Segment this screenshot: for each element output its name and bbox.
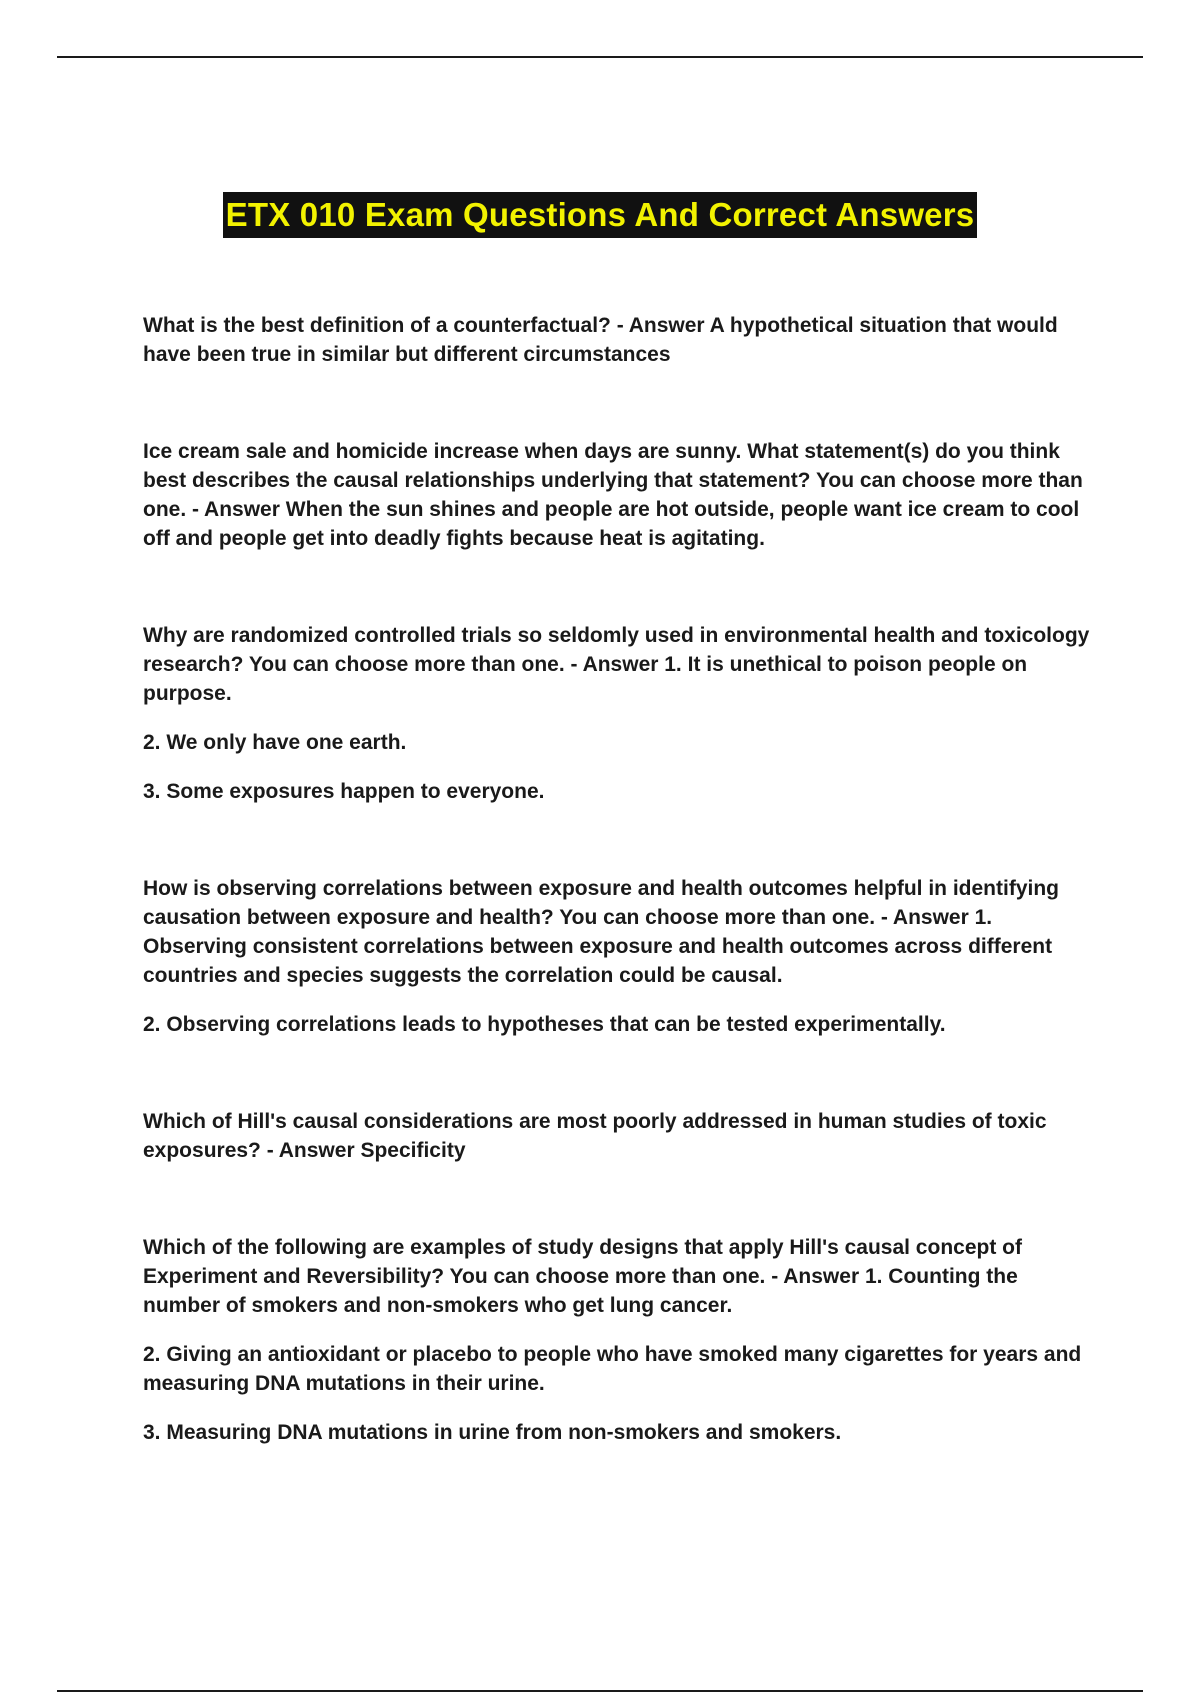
- qa-paragraph: Which of the following are examples of study designs that apply Hill's causal concept of Experiment and Reversibility? You can choose more than one. - Answer 1. Counting the number of smokers and non-smokers who get lung cancer.: [143, 1236, 1022, 1317]
- qa-paragraph: 2. Giving an antioxidant or placebo to people who have smoked many cigarettes for years and measuring DNA mutations in their urine.: [143, 1343, 1082, 1395]
- qa-paragraph: 3. Measuring DNA mutations in urine from non-smokers and smokers.: [143, 1421, 842, 1444]
- qa-paragraph: Which of Hill's causal considerations are most poorly addressed in human studies of toxic exposures? - Answer Specificity: [143, 1110, 1047, 1162]
- qa-paragraph: 3. Some exposures happen to everyone.: [143, 780, 545, 803]
- qa-paragraph: 2. We only have one earth.: [143, 731, 407, 754]
- qa-list: [143, 311, 1093, 1447]
- qa-paragraph: Ice cream sale and homicide increase when days are sunny. What statement(s) do you think best describes the causal relationships underlying that statement? You can choose more than one. - Answer When the sun shines and people are hot outside, people want ice cream to cool off and people get into deadly fights because heat is agitating.: [143, 440, 1083, 550]
- top-rule: [57, 56, 1143, 58]
- bottom-rule: [57, 1690, 1143, 1692]
- qa-item: [143, 437, 1093, 553]
- title-container: [0, 192, 1200, 238]
- qa-item: [143, 1233, 1093, 1447]
- document-title: ETX 010 Exam Questions And Correct Answers: [223, 192, 978, 238]
- qa-paragraph: How is observing correlations between exposure and health outcomes helpful in identifying causation between exposure and health? You can choose more than one. - Answer 1. Observing consistent correlations between exposure and health outcomes across different countries and species suggests the correlation could be causal.: [143, 877, 1059, 987]
- qa-item: [143, 874, 1093, 1039]
- qa-item: [143, 621, 1093, 806]
- qa-paragraph: What is the best definition of a counterfactual? - Answer A hypothetical situation that would have been true in similar but different circumstances: [143, 314, 1058, 366]
- qa-item: [143, 311, 1093, 369]
- qa-item: [143, 1107, 1093, 1165]
- qa-paragraph: 2. Observing correlations leads to hypotheses that can be tested experimentally.: [143, 1013, 946, 1036]
- qa-paragraph: Why are randomized controlled trials so seldomly used in environmental health and toxicology research? You can choose more than one. - Answer 1. It is unethical to poison people on purpose.: [143, 624, 1090, 705]
